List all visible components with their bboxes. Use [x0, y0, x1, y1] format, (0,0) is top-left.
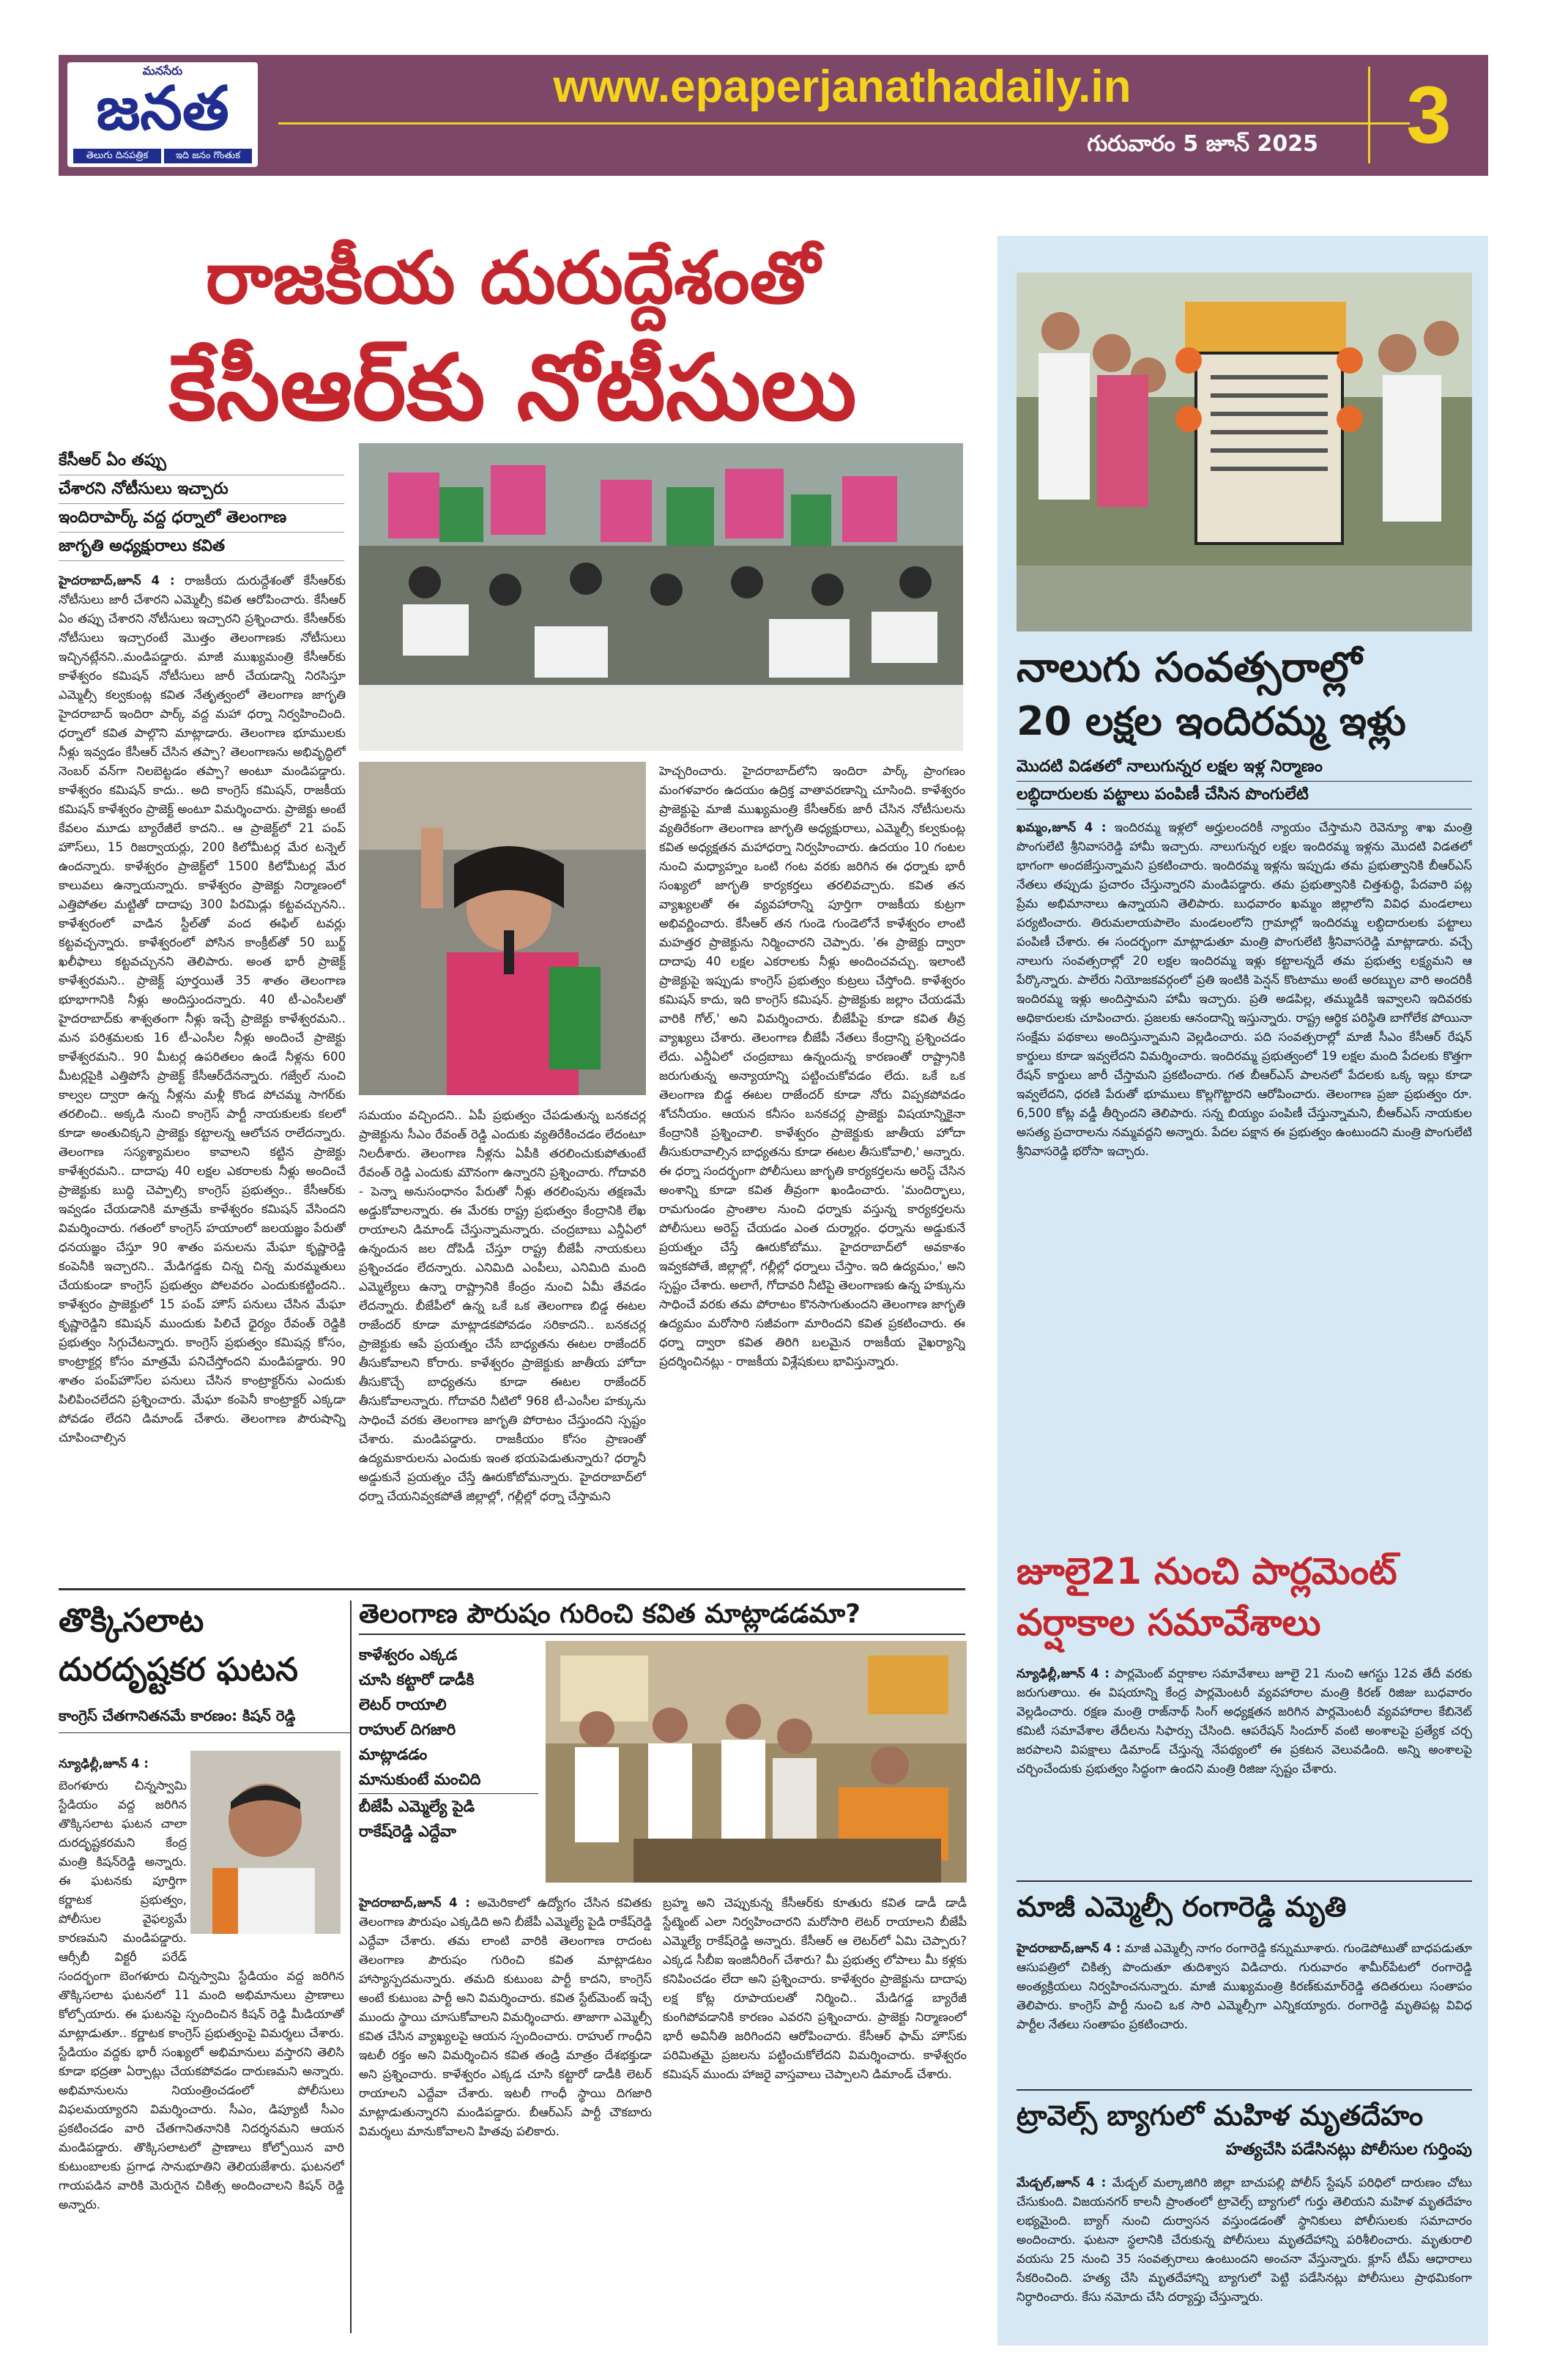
page-number: 3 — [1406, 70, 1452, 160]
pull-quote-line: మాట్లాడడం — [359, 1746, 428, 1763]
reply-body-col1 — [359, 1894, 652, 2333]
lead-subheads — [59, 447, 344, 561]
reply-pull-quote — [359, 1642, 538, 1844]
lead-body-text: రాజకీయ దురుద్దేశంతో కేసీఆర్‌కు నోటీసులు జారీ చేశారని ఎమ్మెల్సీ కవిత ఆరోపించారు. కేసీఆర్ ఏం తప్పు చేశారని నోటీసులు ఇచ్చారని ప్రశ్నించారు. కేసీఆర్‌కు నోటీసులు ఇచ్చారంటే మొత్తం తెలంగాణకు నోటీసులు ఇచ్చినట్లేనని..మండిపడ్డారు. మాజీ ముఖ్యమంత్రి కేసీఆర్‌కు కాళేశ్వరం కమిషన్ నోటీసులు జారీ చేయడాన్ని నిరసిస్తూ ఎమ్మెల్సీ కల్వకుంట్ల కవిత నేతృత్వంలో తెలంగాణ జాగృతి హైదరాబాద్ ఇందిరా పార్క్ వద్ద మహా ధర్నా నిర్వహించింది. ధర్నాలో కవిత పాల్గొని మాట్లాడారు. తెలంగాణ భూములకు నీళ్లు ఇవ్వడం కేసీఆర్ చేసిన తప్పా? తెలంగాణను అభివృద్ధిలో నెంబర్ వన్‌గా నిలబెట్టడం తప్పా? అంటూ మండిపడ్డారు. కాళేశ్వరం కమిషన్ కాదు.. అది కాంగ్రెస్ కమిషన్, రాజకీయ కమిషన్ కాళేశ్వరం ప్రాజెక్ట్ అంటూ విమర్శించారు. ప్రాజెక్టు అంటే కేవలం మూడు బ్యారేజీలే కాదని.. ఆ ప్రాజెక్ట్‌లో 21 పంప్ హౌస్‌లు, 15 రిజర్వాయర్లు, 200 కిలోమీటర్ల మేర టన్నెల్ ఉందన్నారు. కాళేశ్వరం ప్రాజెక్ట్‌లో 1500 కిలోమీటర్ల మేర కాలువలు ఉన్నాయన్నారు. కాళేశ్వరం ప్రాజెక్టు నిర్మాణంలో ఎత్తిపోతల మట్టితో దాదాపు 300 పిరమిడ్లు కట్టవచ్చునని.. కాళేశ్వరంలో వాడిన స్టీల్‌తో వంద ఈఫిల్ టవర్లు కట్టవచ్చన్నారు. కాళేశ్వరంలో పోసిన కాంక్రీట్‌తో 50 బుర్జ్ ఖలీఫాలు కట్టవచ్చునని తెలిపారు. అంత భారీ ప్రాజెక్ట్ కాళేశ్వరమని.. ప్రాజెక్ట్ పూర్తయితే 35 శాతం తెలంగాణ భూభాగానికి నీళ్లు అందిస్తుందన్నారు. 40 టీ-ఎంసీలతో హైదరాబాద్‌కు శాశ్వతంగా నీళ్లు ఇచ్చే ప్రాజెక్టు కాళేశ్వరమని.. మన పరిశ్రమలకు 16 టీ-ఎంసీల నీళ్లు అందించే ప్రాజెక్టు కాళేశ్వరమని.. 90 మీటర్ల ఉపరితలం ఉండే నీళ్లను 600 మీటర్లపైకి ఎత్తిపోసే ప్రాజెక్ట్ కేసీఆర్‌దేనన్నారు. గజ్వేల్ నుంచి కాల్వల ద్వారా ఉన్న నీళ్లను మళ్లీ కొండ పోచమ్మ సాగర్‌కు తరలించి.. అక్కడి నుంచి కాంగ్రెస్ పార్టీ నాయకులకు కలలో కూడా అంతుచిక్కని ప్రాజెక్టు కట్టాలన్న ఆలోచన రాలేదన్నారు. తెలంగాణ సస్యశ్యామలం కావాలని కట్టిన ప్రాజెక్టు కాళేశ్వరమని.. దాదాపు 40 లక్షల ఎకరాలకు నీళ్లు అందించే ప్రాజెక్టుకు బుద్ధి చెప్పాల్సి కాంగ్రెస్ ప్రభుత్వం.. కేసీఆర్‌కు ఇవ్వడం చేయడానికి మాత్రమే కాళేశ్వరం కమిషన్ వేసిందని విమర్శించారు. గతంలో కాంగ్రెస్ హయాంలో జలయజ్ఞం పేరుతో ధనయజ్ఞం చేస్తూ 90 శాతం పనులను మేఘా కృష్ణారెడ్డి కంపెనీకి ఇచ్చారని.. మేడిగడ్డకు చిన్న చిన్న మరమ్మతులు చేయకుండా కాంగ్రెస్ ప్రభుత్వం పోలవరం ఎందుకుకట్టిందని.. కాళేశ్వరం ప్రాజెక్టులో 15 పంప్ హౌస్ పనులు చేసిన మేఘా కృష్ణారెడ్డిని కమిషన్ ముందుకు పిలిచే ధైర్యం రేవంత్ రెడ్డికి ప్రభుత్వం సిగ్గుచేటన్నారు. కాంగ్రెస్ ప్రభుత్వం కమిషన్ల కోసం, కాంట్రాక్టర్ల కోసం మాత్రమే పనిచేస్తోందని మండిపడ్డారు. 90 శాతం పంప్‌హౌస్‌ల పనులు చేసిన కాంట్రాక్టర్‌ను ఎందుకు పిలిపించలేదని ప్రశ్నించారు. మేఘా కంపెనీ కాంట్రాక్టర్ ఎక్కడా పోవడం లేదని డిమాండ్ చేశారు. తెలంగాణ పౌరుషాన్ని చూపించాల్సిన — [59, 574, 346, 1445]
logo-wordmark: జనత — [96, 74, 229, 144]
newspaper-logo[interactable] — [67, 62, 258, 167]
parliament-headline-line2[interactable]: వర్షాకాల సమావేశాలు — [1017, 1601, 1321, 1644]
stampede-subhead: కాంగ్రెస్ చేతగానితనమే కారణం: కిషన్ రెడ్డి — [59, 1707, 352, 1733]
housing-body — [1017, 818, 1472, 1543]
logo-tagline-left: తెలుగు దినపత్రిక — [73, 149, 161, 163]
parliament-body-text: పార్లమెంట్ వర్షాకాల సమావేశాలు జూలై 21 నుంచి ఆగస్టు 12వ తేదీ వరకు జరుగుతాయి. ఈ విషయాన్ని కేంద్ర పార్లమెంటరీ వ్యవహారాల మంత్రి కిరణ్ రిజిజు బుధవారం వెల్లడించారు. రక్షణ మంత్రి రాజ్‌నాథ్ సింగ్ అధ్యక్షతన జరిగిన పార్లమెంటరీ వ్యవహారాల కేబినెట్ కమిటీ సమావేశాల తేదీలను సిఫార్సు చేసింది. ఆపరేషన్ సిందూర్ వంటి అంశాలపై ప్రత్యేక చర్చ జరపాలని విపక్షాలు డిమాండ్ చేస్తున్న నేపథ్యంలో ఈ ప్రకటన వెలువడింది. అన్ని అంశాలపై చర్చించేందుకు ప్రభుత్వం సిద్ధంగా ఉందని మంత్రి రిజిజు స్పష్టం చేశారు. — [1017, 1667, 1472, 1776]
obit-dateline: హైదరాబాద్,జూన్ 4 : — [1017, 1941, 1121, 1955]
travels-body — [1017, 2173, 1472, 2338]
reply-dateline: హైదరాబాద్,జూన్ 4 : — [359, 1896, 470, 1910]
lead-headline-line1[interactable]: రాజకీయ దురుద్దేశంతో — [205, 237, 820, 320]
photo-float-spacer — [187, 1776, 344, 1952]
lead-subhead: కేసీఆర్ ఏం తప్పు — [59, 447, 344, 475]
reply-body-text: అమెరికాలో ఉద్యోగం చేసిన కవితకు తెలంగాణ పౌరుషం ఎక్కడిది అని బీజేపీ ఎమ్మెల్యే పైడి రాకేష్‌రెడ్డి ఎద్దేవా చేశారు. తమ లాంటి వారికి తెలంగాణ రాదంట తెలంగాణ పౌరుషం గురించి కవిత మాట్లాడటం హాస్యాస్పదమన్నారు. తమది కుటుంబ పార్టీ కాదని, కాంగ్రెస్ అంటే కుటుంబ పార్టీ అని విమర్శించారు. కవిత స్టేట్‌మెంట్ ఇచ్చే ముందు స్థాయి చూసుకోవాలని విమర్శించారు. తాజాగా ఎమ్మెల్సీ కవిత చేసిన వ్యాఖ్యలపై ఆయన స్పందించారు. రాహుల్ గాంధీని ఇటలీ రక్తం అని విమర్శించిన కవిత తండ్రి మాత్రం దేశభక్తుడా అని ప్రశ్నించారు. కాళేశ్వరం ఎక్కడ చూసి కట్టారో డాడీకి లెటర్ రాయాలని ఎద్దేవా చేశారు. ఇటలీ గాంధీ స్థాయి దిగజారి మాట్లాడుతున్నారని మండిపడ్డారు. బీఆర్ఎస్ పార్టీ చౌకబారు విమర్శలు మానుకోవాలని హితవు పలికారు. — [359, 1896, 652, 2138]
foundation-photo-illustration — [1017, 273, 1472, 631]
lead-dateline: హైదరాబాద్,జూన్ 4 : — [59, 574, 175, 587]
housing-subhead-2: లబ్ధిదారులకు పట్టాలు పంపిణీ చేసిన పొంగులేటి — [1017, 784, 1472, 809]
lead-headline-line2[interactable]: కేసీఆర్‌కు నోటీసులు — [168, 336, 857, 441]
pull-quote-line: కాళేశ్వరం ఎక్కడ — [359, 1646, 458, 1664]
site-url-link[interactable]: www.epaperjanathadaily.in — [553, 62, 1131, 112]
travels-dateline: మేడ్చల్,జూన్ 4 : — [1017, 2176, 1107, 2190]
lead-subhead: ఇందిరాపార్క్ వద్ద ధర్నాలో తెలంగాణ — [59, 504, 344, 533]
issue-date: గురువారం 5 జూన్ 2025 — [1087, 131, 1318, 157]
lead-subhead: జాగృతి అధ్యక్షురాలు కవిత — [59, 533, 344, 561]
bjp-mla-photo-illustration — [546, 1641, 967, 1883]
stampede-headline-line1[interactable]: తొక్కిసలాట — [59, 1602, 204, 1639]
stampede-body — [59, 1776, 344, 2333]
protest-crowd-photo[interactable] — [359, 443, 963, 751]
travels-subhead: హత్యచేసి పడేసినట్లు పోలీసుల గుర్తింపు — [1225, 2140, 1472, 2159]
pull-quote-line: రాహుల్ దిగజారి — [359, 1721, 456, 1738]
parliament-dateline: న్యూఢిల్లీ,జూన్ 4 : — [1017, 1667, 1110, 1680]
housing-dateline: ఖమ్మం,జూన్ 4 : — [1017, 820, 1107, 834]
parliament-headline-line1[interactable]: జూలై21 నుంచి పార్లమెంట్ — [1017, 1550, 1397, 1593]
column-rule — [350, 1601, 352, 2333]
parliament-body — [1017, 1664, 1472, 1877]
kavitha-photo-illustration — [359, 762, 646, 1095]
lead-body-text: సమయం వచ్చిందని.. ఏపీ ప్రభుత్వం చేపడుతున్న బనకచర్ల ప్రాజెక్టును సీఎం రేవంత్ రెడ్డి ఎందుకు వ్యతిరేకించడం లేదంటూ నిలదీశారు. తెలంగాణ నీళ్లను ఏపీకి తరలించుకుపోతుంటే రేవంత్ రెడ్డి ఎందుకు మౌనంగా ఉన్నారని ప్రశ్నించారు. గోదావరి - పెన్నా అనుసంధానం పేరుతో నీళ్లు తరలింపును తక్షణమే అడ్డుకోవాలన్నారు. ఈ మేరకు రాష్ట్ర ప్రభుత్వం కేంద్రానికి లేఖ రాయాలని డిమాండ్ చేస్తున్నామన్నారు. చంద్రబాబు ఎన్డీఏలో ఉన్నందున జల దోపిడీ చేస్తూ రాష్ట్ర బీజేపీ నాయకులు ప్రశ్నించడం లేదన్నారు. ఎనిమిది ఎంపీలు, ఎనిమిది మంది ఎమ్మెల్యేలు ఉన్నా రాష్ట్రానికి కేంద్రం నుంచి ఏమీ తేవడం లేదన్నారు. బీజేపీలో ఉన్న ఒకే ఒక తెలంగాణ బిడ్డ ఈటల రాజేందర్ కూడా మాట్లాడకపోవడం సరికాదని.. బనకచర్ల ప్రాజెక్టుకు ఆపే ప్రయత్నం చేసే బాధ్యతను ఈటల రాజేందర్ తీసుకోవాలని కోరారు. కాళేశ్వరం ప్రాజెక్టుకు జాతీయ హోదా తీసుకొచ్చే బాధ్యతను కూడా ఈటల రాజేందర్ తీసుకోవాలన్నారు. గోదావరి నీటిలో 968 టీ-ఎంసీల హక్కును సాధించే వరకు తెలంగాణ జాగృతి పోరాటం చేస్తుందని స్పష్టం చేశారు. మండిపడ్డారు. రాజకీయం కోసం ప్రాణంతో ఉద్యమకారులను ఎందుకు ఇంత భయపెడుతున్నారు? ధర్మానీ అడ్డుకునే ప్రయత్నం చేస్తే ఊరుకోబోమన్నారు. హైదరాబాద్‌లో ధర్నా చేయనివ్వకపోతే జిల్లాల్లో, గల్లీల్లో ధర్నా చేస్తామని — [359, 1108, 646, 1503]
lead-body-col2 — [359, 1106, 646, 1575]
lead-body-col3 — [659, 762, 965, 1575]
masthead — [59, 55, 1488, 176]
stampede-dateline: న్యూఢిల్లీ,జూన్ 4 : — [59, 1757, 149, 1771]
stampede-body-text: బెంగళూరు చిన్నస్వామి స్టేడియం వద్ద జరిగిన తొక్కిసలాట ఘటన చాలా దురదృష్టకరమని కేంద్ర మంత్రి కిషన్‌రెడ్డి అన్నారు. ఈ ఘటనకు పూర్తిగా కర్ణాటక ప్రభుత్వం, పోలీసుల వైఫల్యమే కారణమని మండిపడ్డారు. ఆర్సీబీ విక్టరీ పరేడ్ సందర్భంగా బెంగళూరు చిన్నస్వామి స్టేడియం వద్ద జరిగిన తొక్కిసలాట ఘటనలో 11 మంది అభిమానులు ప్రాణాలు కోల్పోయారు. ఈ ఘటనపై స్పందించిన కిషన్ రెడ్డి మీడియాతో మాట్లాడుతూ.. కర్ణాటక కాంగ్రెస్ ప్రభుత్వంపై విమర్శలు చేశారు. స్టేడియం వద్దకు భారీ సంఖ్యలో అభిమానులు వస్తారని తెలిసి కూడా భద్రతా ఏర్పాట్లు చేయకపోవడం దారుణమని అన్నారు. అభిమానులను నియంత్రించడంలో పోలీసులు విఫలమయ్యారని విమర్శించారు. సీఎం, డిప్యూటీ సీఎం ప్రకటించడం వారి చేతగానితనానికి నిదర్శనమని ఆయన మండిపడ్డారు. తొక్కిసలాటలో ప్రాణాలు కోల్పోయిన వారి కుటుంబాలకు ప్రగాఢ సానుభూతిని తెలియజేశారు. ఘటనలో గాయపడిన వారికి మెరుగైన చికిత్స అందించాలని కిషన్ రెడ్డి అన్నారు. — [59, 1779, 344, 2212]
lead-subhead: చేశారని నోటీసులు ఇచ్చారు — [59, 475, 344, 504]
pull-quote-line: లెటర్ రాయాలి — [359, 1696, 447, 1713]
reply-headline-rule — [359, 1634, 965, 1635]
stampede-headline-line2[interactable]: దురదృష్టకర ఘటన — [59, 1651, 299, 1688]
housing-headline-line1[interactable]: నాలుగు సంవత్సరాల్లో — [1017, 644, 1362, 692]
reply-headline[interactable]: తెలంగాణ పౌరుషం గురించి కవిత మాట్లాడడమా? — [359, 1599, 861, 1629]
pull-quote-line: రాకేష్‌రెడ్డి ఎద్దేవా — [359, 1823, 456, 1840]
logo-tagline-right: ఇది జనం గొంతుక — [164, 149, 252, 163]
bjp-mla-photo[interactable] — [546, 1641, 967, 1883]
sidebar-divider — [1017, 1880, 1472, 1882]
lead-body-text: హెచ్చరించారు. హైదరాబాద్‌లోని ఇందిరా పార్క్ ప్రాంగణం మంగళవారం ఉదయం ఉద్రిక్త వాతావరణాన్ని చూసింది. కాళేశ్వరం ప్రాజెక్టుపై మాజీ ముఖ్యమంత్రి కేసీఆర్‌కు జారీ చేసిన నోటీసులను వ్యతిరేకంగా తెలంగాణ జాగృతి అధ్యక్షురాలు, ఎమ్మెల్సీ కల్వకుంట్ల కవిత అధ్యక్షతన మహాధర్నా నిర్వహించారు. ఉదయం 10 గంటల నుంచి మధ్యాహ్నం ఒంటి గంట వరకు జరిగిన ఈ ధర్నాకు భారీ సంఖ్యలో జాగృతి కార్యకర్తలు తరలివచ్చారు. కవిత తన వ్యాఖ్యలతో ఈ వ్యవహారాన్ని పూర్తిగా రాజకీయ కుట్రగా అభివర్ణించారు. కేసీఆర్ తన గుండె గుండెలోనే కాళేశ్వరం లాంటి మహత్తర ప్రాజెక్టును నిర్మించారని చెప్పారు. 'ఈ ప్రాజెక్టు ద్వారా దాదాపు 40 లక్షల ఎకరాలకు నీళ్లు అందించవచ్చు. ఇలాంటి ప్రాజెక్టుపై ఇప్పుడు కాంగ్రెస్ ప్రభుత్వం కుట్రలు చేస్తోంది. కాళేశ్వరం కమిషన్ కాదు, ఇది కాంగ్రెస్ కమిషన్. ప్రాజెక్టుకు జల్లాం చేయడమే వారికి గోల్,' అని విమర్శించారు. బీజేపీపై కూడా కవిత తీవ్ర వ్యాఖ్యలు చేశారు. తెలంగాణ బీజేపీ నేతలు కేంద్రాన్ని ప్రశ్నించడం లేదు. ఎన్డీఏలో చంద్రబాబు ఉన్నందున్న కారణంతో రాష్ట్రానికి జరుగుతున్న అన్యాయాన్ని పట్టించుకోవడం లేదు. ఒకే ఒక తెలంగాణ బిడ్డ ఈటల రాజేందర్ కూడా నోరు విప్పకపోవడం శోచనీయం. ఆయన కనీసం బనకచర్ల ప్రాజెక్టు విషయాన్నికైనా కేంద్రానికి ప్రశ్నించాలి. కాళేశ్వరం ప్రాజెక్టుకు జాతీయ హోదా తీసుకురావాల్సిన బాధ్యతను కూడా ఈటల తీసుకోవాలి,' అన్నారు. ఈ ధర్నా సందర్భంగా పోలీసులు జాగృతి కార్యకర్తలను అరెస్ట్ చేసిన అంశాన్ని కూడా కవిత తీవ్రంగా ఖండించారు. 'మందిర్భాలు, రామగుండం ప్రాంతాల నుంచి ధర్నాకు వస్తున్న కార్యకర్తలను పోలీసులు అరెస్ట్ చేయడం ఎంత దుర్మార్గం. ధర్నాను అడ్డుకునే ప్రయత్నం చేస్తే ఊరుకోబోము. హైదరాబాద్‌లో అవకాశం ఇవ్వకపోతే, జిల్లాల్లో, గల్లీల్లో ధర్నాలు చేస్తాం. ఇది ఉద్యమం,' అని స్పష్టం చేశారు. అలాగే, గోదావరి నీటిపై తెలంగాణకు ఉన్న హక్కును సాధించే వరకు తమ పోరాటం కొనసాగుతుందని తెలంగాణ జాగృతి ఉద్యమం మరోసారి సజీవంగా మారిందని కవిత ప్రకటించారు. ఈ ధర్నా ద్వారా కవిత తిరిగి బలమైన రాజకీయ వైఖర్యాన్ని ప్రదర్శించినట్లు - రాజకీయ విశ్లేషకులు భావిస్తున్నారు. — [659, 764, 965, 1368]
travels-body-text: మేడ్చల్ మల్కాజిగిరి జిల్లా బాచుపల్లి పోలీస్ స్టేషన్ పరిధిలో దారుణం చోటు చేసుకుంది. విజయనగర్ కాలనీ ప్రాంతంలో ట్రావెల్స్ బ్యాగులో గుర్తు తెలియని మహిళ మృతదేహం లభ్యమైంది. బ్యాగ్ నుంచి దుర్వాసన వస్తుండడంతో స్థానికులు పోలీసులకు సమాచారం అందించారు. ఘటనా స్థలానికి చేరుకున్న పోలీసులు మృతదేహాన్ని పరిశీలించారు. మృతురాలి వయసు 25 నుంచి 35 సంవత్సరాలు ఉంటుందని అంచనా వేస్తున్నారు. క్లూస్ టీమ్ ఆధారాలు సేకరించింది. హత్య చేసి మృతదేహాన్ని బ్యాగులో పెట్టి పడేసినట్లు పోలీసులు ప్రాథమికంగా నిర్ధారించారు. కేసు నమోదు చేసి దర్యాప్తు చేస్తున్నారు. — [1017, 2176, 1472, 2304]
reply-body-text: బ్రహ్మ అని చెప్పుకున్న కేసీఆర్‌కు కూతురు కవిత డాడీ డాడీ స్టేట్మెంట్ ఎలా నిర్వహించారని మరోసారి లెటర్ రాయాలని బీజేపీ ఎమ్మెల్యే రాకేష్‌రెడ్డి అన్నారు. కేసీఆర్ ఆ లెటర్‌లో ఏమి చెప్పారు? ఎక్కడ సీబీఐ ఇంజినీరింగ్ చేశారు? మీ ప్రభుత్వ లోపాలు మీ కళ్లకు కనిపించడం లేదా అని ప్రశ్నించారు. కాళేశ్వరం ప్రాజెక్టును దాదాపు లక్ష కోట్ల రూపాయలతో నిర్మించి.. మేడిగడ్డ బ్యారేజీ కుంగిపోవడానికి కారణం ఎవరని ప్రశ్నించారు. ప్రాజెక్టు నిర్మాణంలో భారీ అవినీతి జరిగిందని ఆరోపించారు. కేసీఆర్ ఫామ్ హౌస్‌కు పరిమితమై ప్రజలను పట్టించుకోలేదని విమర్శించారు. కాళేశ్వరం కమిషన్ ముందు హాజరై వాస్తవాలు చెప్పాలని డిమాండ్ చేశారు. — [663, 1896, 967, 2081]
obit-body-text: మాజీ ఎమ్మెల్సీ నాగం రంగారెడ్డి కన్నుమూశారు. గుండెపోటుతో బాధపడుతూ ఆసుపత్రిలో చికిత్స పొందుతూ తుదిశ్వాస విడిచారు. గురువారం శామీర్‌పేటలో రంగారెడ్డి అంత్యక్రియలు నిర్వహించనున్నారు. మాజీ ముఖ్యమంత్రి కిరణ్‌కుమార్‌రెడ్డి తదితరులు సంతాపం తెలిపారు. కాంగ్రెస్ పార్టీ నుంచి ఒక సారి ఎమ్మెల్సీగా ఎన్నికయ్యారు. రంగారెడ్డి మృతిపట్ల వివిధ పార్టీల నేతలు సంతాపం ప్రకటించారు. — [1017, 1941, 1472, 2031]
obit-headline[interactable]: మాజీ ఎమ్మెల్సీ రంగారెడ్డి మృతి — [1017, 1891, 1347, 1923]
sidebar-divider — [1017, 2089, 1472, 2091]
housing-headline-line2[interactable]: 20 లక్షల ఇందిరమ్మ ఇళ్లు — [1017, 698, 1406, 744]
reply-body-col2 — [663, 1894, 967, 2333]
obit-body — [1017, 1939, 1472, 2086]
housing-subhead-1: మొదటి విడతలో నాలుగున్నర లక్షల ఇళ్ల నిర్మాణం — [1017, 756, 1472, 782]
right-sidebar — [997, 236, 1488, 2346]
housing-body-text: ఇందిరమ్మ ఇళ్లలో అర్హులందరికీ న్యాయం చేస్తామని రెవెన్యూ శాఖ మంత్రి పొంగులేటి శ్రీనివాసరెడ్డి హామీ ఇచ్చారు. నాలుగున్నర లక్షల ఇందిరమ్మ ఇళ్లను మొదటి విడతలో భాగంగా అందజేస్తున్నామని ప్రకటించారు. ఇందిరమ్మ ఇళ్లను ఇప్పుడు తమ ప్రభుత్వానికి బీఆర్ఎస్ నేతలు తప్పుడు ప్రచారం చేస్తున్నారని మండిపడ్డారు. తమ ప్రభుత్వానికి చిత్తశుద్ధి, పేదవారి పట్ల ప్రేమ అభిమానాలు ఉన్నాయని తెలిపారు. బుధవారం ఖమ్మం జిల్లాలోని వివిధ మండలాలు పర్యటించారు. తిరుమలాయపాలెం మండలంలోని గ్రామాల్లో ఇందిరమ్మ లబ్ధిదారులకు పట్టాలు పంపిణీ చేశారు. ఈ సందర్భంగా మాట్లాడుతూ మంత్రి పొంగులేటి శ్రీనివాసరెడ్డి మాట్లాడారు. వచ్చే నాలుగు సంవత్సరాల్లో 20 లక్షల ఇందిరమ్మ ఇళ్లు కట్టాలన్నదే తమ ప్రభుత్వ లక్ష్యమని ఆ పేర్కొన్నారు. పాలేరు నియోజకవర్గంలో ప్రతి ఇంటికి పెన్షన్ కొంటాము అంటే అరబ్బుల వారి అందరికీ ఇందిరమ్మ ఇళ్లు అందిస్తామని హామీ ఇచ్చారు. ప్రతి అడపిల్ల, తమ్ముడికి ఇవ్వాలని ఇదివరకు అధికారులకు చూపించారు. ప్రజలకు ఆనందాన్ని ఇస్తున్నారు. రాష్ట్ర ఆర్థిక పరిస్థితి బాగోలేక పోయినా సంక్షేమ పథకాలు అందిస్తున్నామని వెల్లడించారు. పది సంవత్సరాల్లో మాజీ సీఎం కేసీఆర్ రేషన్ కార్డులు కూడా ఇవ్వలేదని విమర్శించారు. ఇందిరమ్మ ప్రభుత్వంలో 19 లక్షల మంది పేదలకు కొత్తగా రేషన్ కార్డులు జారీ చేస్తామని ప్రకటించారు. గత బీఆర్ఎస్ పాలనలో పేదలకు ఒక్క ఇల్లు కూడా ఇవ్వలేదని, ధరణి పేరుతో భూములు కొల్లగొట్టారని ఆరోపించారు. తెలంగాణ ప్రజా ప్రభుత్వం రూ. 6,500 కోట్ల వడ్డీ తీర్చిందని తెలిపారు. సన్న బియ్యం పంపిణీ చేస్తున్నామని, బీఆర్ఎస్ నాయకుల అసత్య ప్రచారాలను నమ్మవద్దని అన్నారు. పేదల పక్షాన ఈ ప్రభుత్వం ఉంటుందని మంత్రి పొంగులేటి శ్రీనివాసరెడ్డి భరోసా ఇచ్చారు. — [1017, 820, 1472, 1158]
kavitha-speaking-photo[interactable] — [359, 762, 646, 1095]
section-divider — [59, 1588, 965, 1590]
pull-quote-line: మానుకుంటే మంచిది — [359, 1771, 481, 1788]
pull-quote-line: బీజేపీ ఎమ్మెల్యే పైడి — [359, 1793, 538, 1819]
lead-body-col1 — [59, 571, 346, 1575]
foundation-stone-photo[interactable] — [1017, 273, 1472, 631]
travels-headline[interactable]: ట్రావెల్స్ బ్యాగులో మహిళ మృతదేహం — [1017, 2099, 1424, 2132]
protest-photo-illustration — [359, 443, 963, 751]
pull-quote-line: చూసి కట్టారో డాడీకి — [359, 1671, 475, 1688]
logo-kicker: మనసేరు — [142, 64, 183, 78]
masthead-divider — [278, 122, 1410, 125]
